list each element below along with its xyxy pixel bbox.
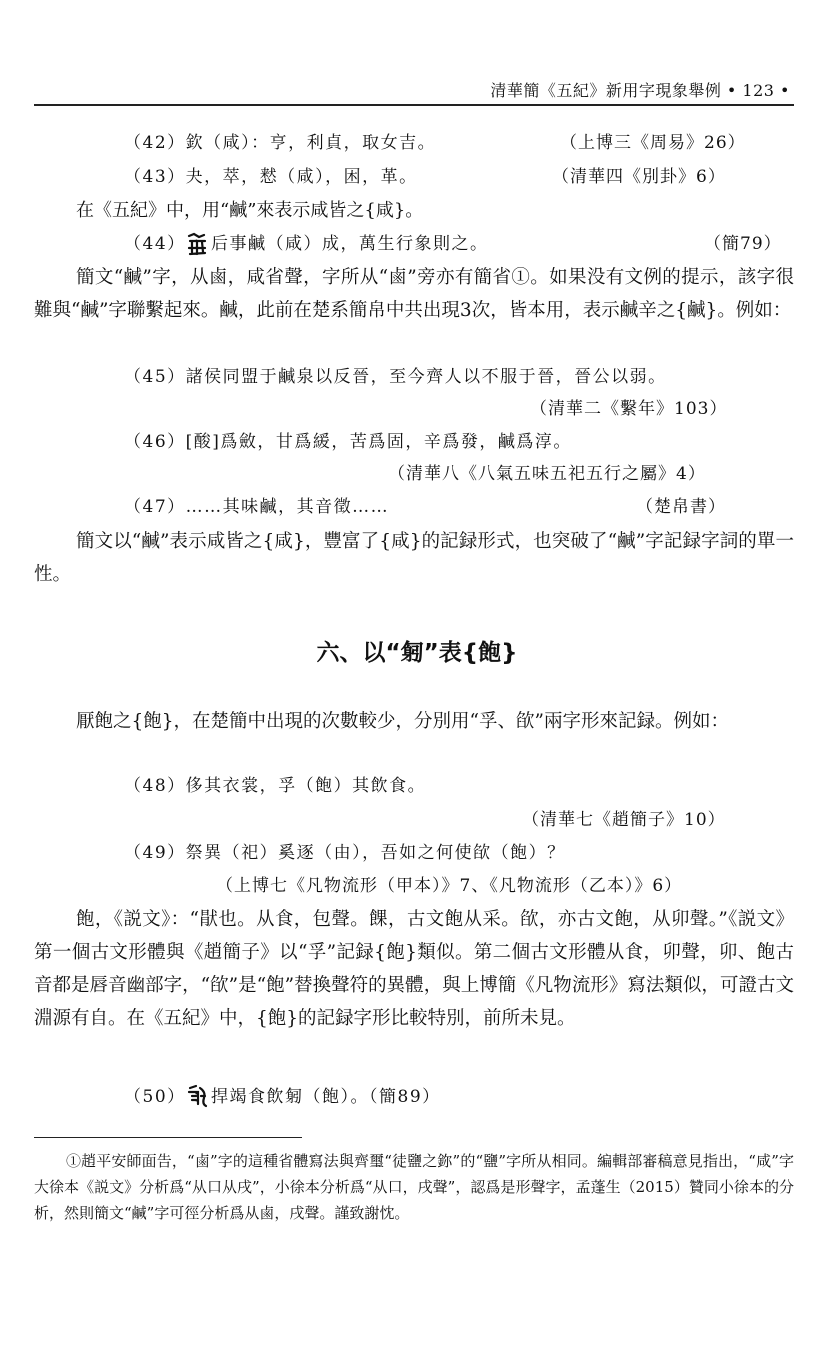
section-heading: 六、以“匑”表{飽}	[316, 640, 518, 666]
example-48-source: （清華七《趙簡子》10）	[522, 810, 726, 830]
running-title: 清華簡《五紀》新用字現象舉例 • 123 •	[490, 81, 790, 100]
running-header	[34, 76, 794, 106]
example-45-source: （清華二《繫年》103）	[530, 399, 728, 419]
example-43: （43）夬，萃，慭（咸），困，革。	[124, 167, 418, 187]
footnote-1: ①趙平安師面告，“鹵”字的這種省體寫法與齊璽“徒鹽之鉨”的“鹽”字所从相同。編輯部審稿意見指出，“咸”字大徐本《説文》分析爲“从口从戌”，小徐本分析爲“从口，戌聲”，認爲是形聲字，孟蓬生（2015）贊同小徐本的分析，然則簡文“鹹”字可徑分析爲从鹵，戌聲。謹致謝忱。	[34, 1152, 794, 1222]
example-49-source: （上博七《凡物流形（甲本）》7、《凡物流形（乙本）》6）	[216, 876, 683, 896]
example-48: （48）侈其衣裳，孚（飽）其飲食。	[124, 776, 427, 796]
paragraph-5: 飽，《説文》：“猒也。从食，包聲。餜，古文飽从采。欿，亦古文飽，从卯聲。”《説文》第一個古文形體與《趙簡子》以“孚”記録{飽}類似。第二個古文形體从食，卯聲，卯、飽古音都是唇音幽部字，“欿”是“飽”替換聲符的異體，與上博簡《凡物流形》寫法類似，可證古文淵源有自。在《五紀》中，{飽}的記録字形比較特別，前所未見。	[34, 909, 794, 1029]
example-47: （47）……其味鹹，其音徵……	[124, 497, 390, 517]
footnote-rule	[34, 1137, 302, 1138]
paragraph-3: 簡文以“鹹”表示咸皆之{咸}，豐富了{咸}的記録形式，也突破了“鹹”字記録字詞的單一性。	[34, 531, 794, 585]
example-50: （50） ：捍竭食飲匑（飽）。（簡89）	[124, 1087, 441, 1107]
example-43-source: （清華四《別卦》6）	[552, 167, 726, 187]
paragraph-4: 厭飽之{飽}，在楚簡中出現的次數較少，分別用“孚、欿”兩字形來記録。例如：	[76, 711, 729, 732]
example-47-source: （楚帛書）	[636, 497, 726, 517]
paragraph-2: 簡文“鹹”字，从鹵，咸省聲，字所从“鹵”旁亦有簡省①。如果没有文例的提示，該字很難與“鹹”字聯繫起來。鹹，此前在楚系簡帛中共出現3次，皆本用，表示鹹辛之{鹹}。例如：	[34, 267, 794, 321]
example-45: （45）諸侯同盟于鹹泉以反晉，至今齊人以不服于晉，晉公以弱。	[124, 367, 667, 387]
example-46-source: （清華八《八氣五味五祀五行之屬》4）	[388, 464, 706, 484]
paragraph-1: 在《五紀》中，用“鹹”來表示咸皆之{咸}。	[76, 200, 424, 221]
bamboo-slip-glyph-icon	[186, 232, 208, 256]
example-42-source: （上博三《周易》26）	[560, 133, 746, 153]
example-49: （49）祭異（祀）奚逐（由），吾如之何使欿（飽）？	[124, 843, 566, 863]
example-42: （42）欽（咸）：亨，利貞，取女吉。	[124, 133, 437, 153]
bamboo-slip-glyph-icon	[186, 1084, 208, 1108]
example-46: （46）[酸]爲斂，甘爲緩，苦爲固，辛爲發，鹹爲淳。	[124, 432, 572, 452]
example-44-source: （簡79）	[704, 234, 782, 254]
example-44: （44） ：后事鹹（咸）成，萬生行象則之。	[124, 234, 489, 254]
